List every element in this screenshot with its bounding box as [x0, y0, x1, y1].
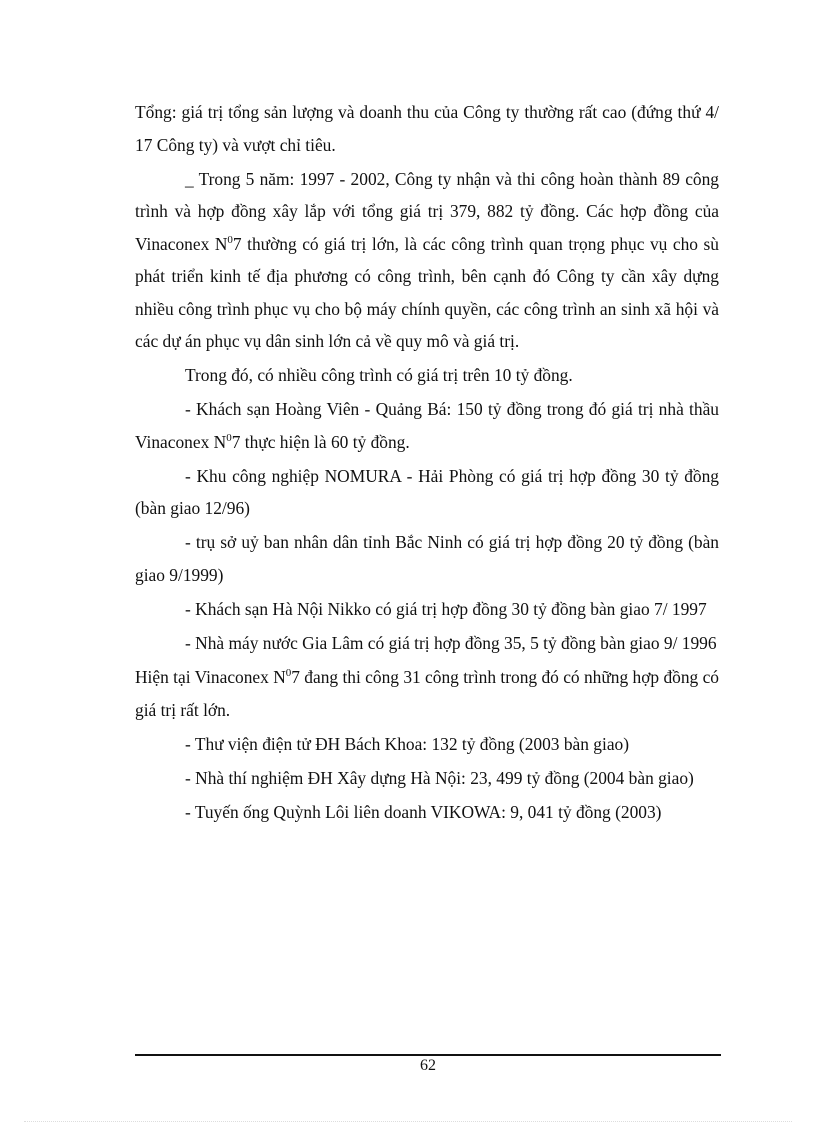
paragraph-text: 7 đang thi công 31 công trình trong đó có những hợp đồng có giá trị rất lớn.: [135, 667, 719, 720]
paragraph-text: 7 thường có giá trị lớn, là các công trình quan trọng phục vụ cho sù phát triển kinh tế địa phương có công trình, bên cạnh đó Công ty cần xây dựng nhiều công trình phục vụ cho bộ máy chính quyền, các công trình an sinh xã hội và các dự án phục vụ dân sinh lớn cả về quy mô và giá trị.: [135, 233, 719, 352]
superscript: 0: [227, 233, 233, 246]
document-body: [135, 96, 719, 830]
list-item-text: 7 thực hiện là 60 tỷ đồng.: [231, 431, 410, 452]
superscript: 0: [226, 431, 232, 444]
paragraph-summary: Tổng: giá trị tổng sản lượng và doanh thu của Công ty thường rất cao (đứng thứ 4/ 17 Công ty) và vượt chỉ tiêu.: [135, 102, 719, 155]
paragraph-text: _ Trong 5 năm: 1997 - 2002, Công ty nhận và thi công hoàn thành 89 công trình và hợp đồng xây lắp với tổng giá trị 379, 882 tỷ đồng. Các hợp đồng của Vinaconex N: [135, 168, 719, 254]
paragraph-text: Hiện tại Vinaconex N: [135, 667, 286, 688]
list-item-gia-lam: - Nhà máy nước Gia Lâm có giá trị hợp đồng 35, 5 tỷ đồng bàn giao 9/ 1996: [185, 633, 717, 654]
list-item-text: - Khách sạn Hoàng Viên - Quảng Bá: 150 tỷ đồng trong đó giá trị nhà thầu Vinaconex N: [135, 399, 719, 452]
list-item-nikko: - Khách sạn Hà Nội Nikko có giá trị hợp đồng 30 tỷ đồng bàn giao 7/ 1997: [185, 599, 707, 620]
list-item-nomura: - Khu công nghiệp NOMURA - Hải Phòng có giá trị hợp đồng 30 tỷ đồng (bàn giao 12/96): [135, 465, 719, 519]
list-item-hoang-vien: [135, 393, 719, 458]
list-item-bac-ninh: - trụ sở uỷ ban nhân dân tỉnh Bắc Ninh có giá trị hợp đồng 20 tỷ đồng (bàn giao 9/1999): [135, 532, 719, 585]
page-edge-dots: [24, 1121, 792, 1122]
list-item-vikowa: - Tuyến ống Quỳnh Lôi liên doanh VIKOWA: 9, 041 tỷ đồng (2003): [185, 802, 662, 823]
page-number: 62: [420, 1057, 436, 1074]
paragraph-intro-list: Trong đó, có nhiều công trình có giá trị trên 10 tỷ đồng.: [185, 365, 573, 386]
paragraph-current-projects: [135, 661, 719, 726]
list-item-xay-dung: - Nhà thí nghiệm ĐH Xây dựng Hà Nội: 23, 499 tỷ đồng (2004 bàn giao): [185, 767, 694, 788]
superscript: 0: [285, 667, 292, 680]
list-item-bach-khoa: - Thư viện điện tử ĐH Bách Khoa: 132 tỷ đồng (2003 bàn giao): [185, 733, 630, 754]
paragraph-five-years: [135, 163, 719, 358]
